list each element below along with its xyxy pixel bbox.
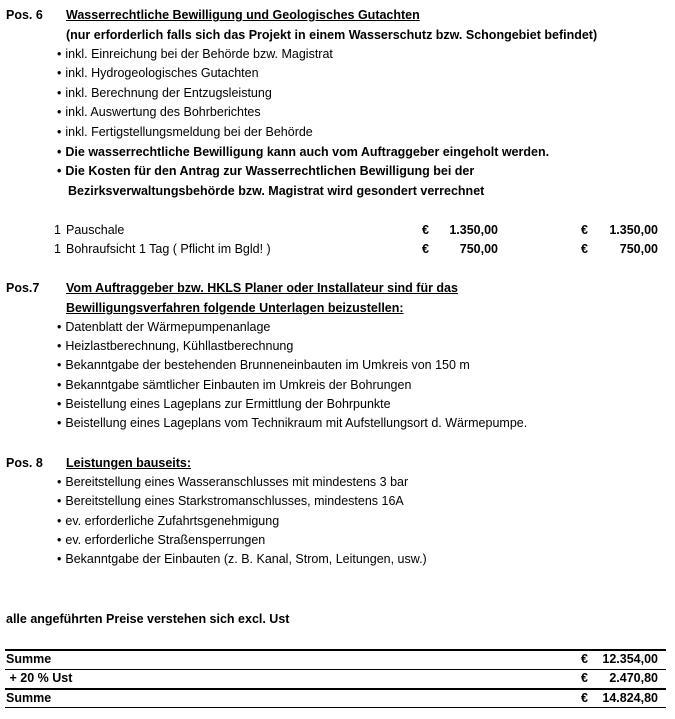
pos8-label: Pos. 8 — [6, 456, 43, 470]
vat-label: + 20 % Ust — [6, 671, 73, 685]
price-qty: 1 — [54, 223, 61, 237]
unit-price: 750,00 — [459, 242, 498, 256]
price-desc: Pauschale — [66, 223, 125, 237]
euro-sign: € — [581, 223, 588, 237]
pos7-bullet: • Bekanntgabe sämtlicher Einbauten im Umkreis der Bohrungen — [57, 378, 411, 392]
divider — [5, 669, 666, 670]
total-label: Summe — [6, 652, 52, 666]
grand-total-label: Summe — [6, 691, 52, 705]
pos8-bullet: • ev. erforderliche Zufahrtsgenehmigung — [57, 514, 279, 528]
euro-sign: € — [581, 671, 588, 685]
pos7-bullet: • Heizlastberechnung, Kühllastberechnung — [57, 339, 293, 353]
vat-note: alle angeführten Preise verstehen sich excl. Ust — [6, 612, 290, 626]
pos6-note-bullet: • Die wasserrechtliche Bewilligung kann auch vom Auftraggeber eingeholt werden. — [57, 145, 549, 159]
unit-price: 1.350,00 — [449, 223, 498, 237]
price-qty: 1 — [54, 242, 61, 256]
pos6-cost-bullet-cont: Bezirksverwaltungsbehörde bzw. Magistrat wird gesondert verrechnet — [68, 184, 485, 198]
pos6-title: Wasserrechtliche Bewilligung und Geologisches Gutachten — [66, 8, 420, 22]
total-price: 1.350,00 — [609, 223, 658, 237]
pos8-bullet: • Bereitstellung eines Wasseranschlusses mit mindestens 3 bar — [57, 475, 408, 489]
divider — [5, 707, 666, 708]
total-price: 750,00 — [619, 242, 658, 256]
pos6-bullet: • inkl. Auswertung des Bohrberichtes — [57, 105, 261, 119]
pos8-bullet: • ev. erforderliche Straßensperrungen — [57, 533, 265, 547]
euro-sign: € — [581, 242, 588, 256]
pos6-label: Pos. 6 — [6, 8, 43, 22]
pos7-bullet: • Beistellung eines Lageplans vom Technikraum mit Aufstellungsort d. Wärmepumpe. — [57, 416, 527, 430]
total-value: 12.354,00 — [602, 652, 658, 666]
vat-value: 2.470,80 — [609, 671, 658, 685]
pos7-bullet: • Bekanntgabe der bestehenden Brunneneinbauten im Umkreis von 150 m — [57, 358, 470, 372]
pos7-bullet: • Beistellung eines Lageplans zur Ermittlung der Bohrpunkte — [57, 397, 391, 411]
pos8-title: Leistungen bauseits: — [66, 456, 192, 470]
pos6-cost-bullet: • Die Kosten für den Antrag zur Wasserrechtlichen Bewilligung bei der — [57, 164, 474, 178]
pos7-label: Pos.7 — [6, 281, 40, 295]
euro-sign: € — [581, 691, 588, 705]
divider — [5, 649, 666, 651]
pos8-bullet: • Bekanntgabe der Einbauten (z. B. Kanal, Strom, Leitungen, usw.) — [57, 552, 427, 566]
grand-total-value: 14.824,80 — [602, 691, 658, 705]
pos6-bullet: • inkl. Einreichung bei der Behörde bzw. Magistrat — [57, 47, 333, 61]
euro-sign: € — [422, 242, 429, 256]
pos6-bullet: • inkl. Berechnung der Entzugsleistung — [57, 86, 272, 100]
euro-sign: € — [581, 652, 588, 666]
pos6-subtitle: (nur erforderlich falls sich das Projekt in einem Wasserschutz bzw. Schongebiet befindet) — [66, 28, 598, 42]
euro-sign: € — [422, 223, 429, 237]
pos7-title-line2: Bewilligungsverfahren folgende Unterlagen beizustellen: — [66, 301, 404, 315]
pos6-bullet: • inkl. Hydrogeologisches Gutachten — [57, 66, 259, 80]
pos7-bullet: • Datenblatt der Wärmepumpenanlage — [57, 320, 270, 334]
divider — [5, 688, 666, 690]
price-desc: Bohraufsicht 1 Tag ( Pflicht im Bgld! ) — [66, 242, 271, 256]
pos7-title-line1: Vom Auftraggeber bzw. HKLS Planer oder Installateur sind für das — [66, 281, 458, 295]
pos6-bullet: • inkl. Fertigstellungsmeldung bei der Behörde — [57, 125, 313, 139]
pos8-bullet: • Bereitstellung eines Starkstromanschlusses, mindestens 16A — [57, 494, 404, 508]
